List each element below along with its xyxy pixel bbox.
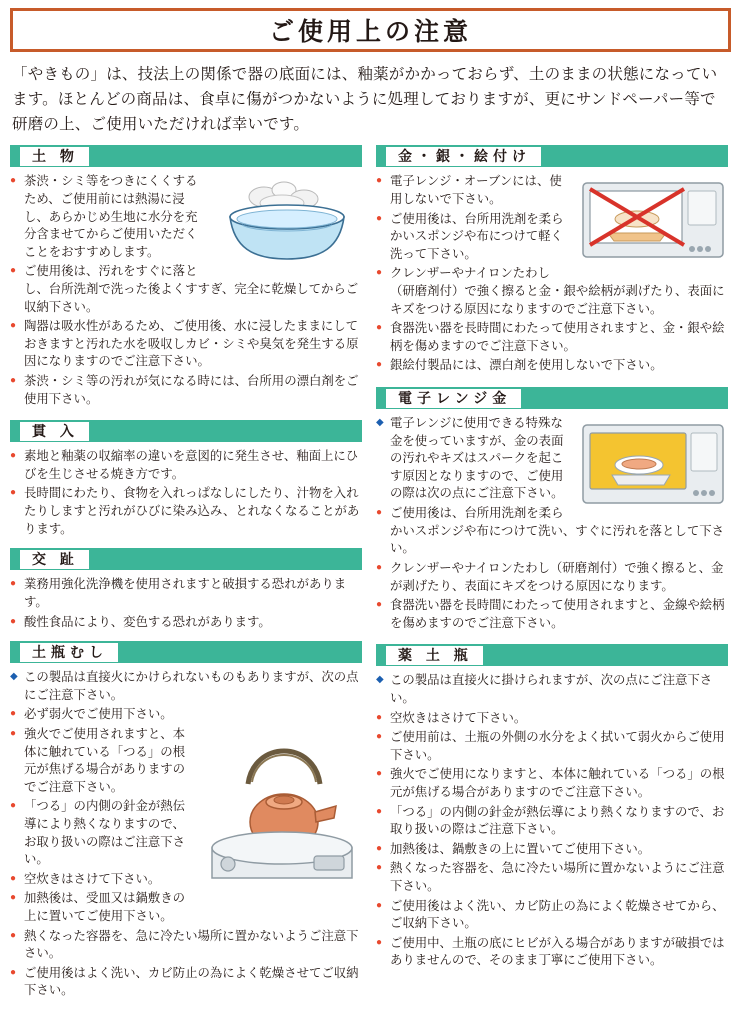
list-item — [10, 726, 362, 796]
list-item-text: 強火でご使用になりますと、本体に触れている「つる」の根元が焦げる場合がありますのでご注意下さい。 — [390, 767, 725, 799]
bullet-dot-icon: ● — [376, 175, 383, 187]
list-item-text: 銀絵付製品には、漂白剤を使用しないで下さい。 — [390, 358, 663, 373]
bullet-dot-icon: ● — [376, 212, 383, 224]
bullet-dot-icon: ● — [10, 615, 17, 627]
bullet-dot-icon: ● — [10, 929, 17, 941]
dobin-mushi-body — [10, 669, 362, 1002]
kin-gin-body — [376, 173, 728, 377]
list-item-text: 「つる」の内側の針金が熱伝導により熱くなりますので、お取り扱いの際はご注意下さい。 — [390, 804, 725, 837]
bullet-dot-icon: ● — [10, 578, 17, 590]
bullet-dot-icon: ● — [376, 768, 383, 780]
renji-kin-body — [376, 415, 728, 634]
bullet-diamond-icon: ◆ — [376, 674, 384, 686]
list-item — [376, 597, 728, 632]
list-item-text: 空炊きはさけて下さい。 — [24, 871, 161, 886]
list-item-text: 素地と釉薬の収縮率の違いを意図的に発生させ、釉面上にひびを生じさせる焼き方です。 — [24, 449, 359, 481]
list-item-text: 電子レンジに使用できる特殊な金を使っていますが、金の表面の汚れやキズはスパークを起こす原因となりますので、ご使用の際は次の点にご注意下さい。 — [390, 416, 564, 501]
bullet-dot-icon: ● — [376, 842, 383, 854]
intro-paragraph: 「やきもの」は、技法上の関係で器の底面には、釉薬がかかっておらず、土のままの状態になっています。ほとんどの商品は、食卓に傷がつかないように処理しておりますが、更にサンドペーパー等で研磨の上、ご使用いただければ幸いです。 — [12, 66, 718, 134]
list-item-text: 食器洗い器を長時間にわたって使用されますと、金線や絵柄を傷めますのでご注意下さい。 — [390, 598, 725, 630]
list-item — [10, 928, 362, 963]
list-item — [10, 706, 362, 724]
list-item — [10, 173, 362, 261]
section-title: 電子レンジ金 — [386, 389, 521, 408]
list-item — [376, 173, 728, 208]
list-item-text: 長時間にわたり、食物を入れっぱなしにしたり、汁物を入れたりしますと汚れがひびに染み込み、とれなくなることがあります。 — [24, 486, 360, 536]
list-item — [376, 357, 728, 375]
section-header-kannyu — [10, 420, 362, 442]
list-item — [376, 415, 728, 503]
left-column — [10, 145, 362, 1002]
list-item — [376, 766, 728, 801]
list-item — [10, 798, 362, 868]
list-item — [10, 373, 362, 408]
bullet-dot-icon: ● — [376, 862, 383, 874]
list-item-text: ご使用後は、台所用洗剤を柔らかいスポンジや布につけて洗い、すぐに汚れを落として下さい。 — [390, 506, 724, 556]
section-title: 貫 入 — [20, 422, 89, 441]
dobin-mushi-list — [10, 706, 362, 1000]
bullet-dot-icon: ● — [376, 711, 383, 723]
section-title: 土瓶むし — [20, 643, 118, 662]
list-item-text: 電子レンジ・オーブンには、使用しないで下さい。 — [390, 174, 562, 206]
list-item-text: 強火でご使用されますと、本体に触れている「つる」の根元が焦げる場合がありますのでご注意下さい。 — [24, 726, 186, 794]
list-item — [376, 804, 728, 839]
list-item — [10, 965, 362, 1000]
bullet-dot-icon: ● — [10, 892, 17, 904]
list-item-text: 業務用強化洗浄機を使用されますと破損する恐れがあります。 — [24, 577, 347, 609]
bullet-dot-icon: ● — [10, 450, 17, 462]
bullet-diamond-icon: ◆ — [10, 671, 18, 683]
kin-gin-list — [376, 173, 728, 375]
yaku-dobin-list — [376, 672, 728, 970]
list-item — [10, 263, 362, 316]
list-item — [376, 265, 728, 318]
right-column — [376, 145, 728, 1002]
bullet-dot-icon: ● — [376, 322, 383, 334]
list-item-text: 茶渋・シミ等の汚れが気になる時には、台所用の漂白剤をご使用下さい。 — [24, 374, 359, 406]
list-item-text: この製品は直接火にかけられないものもありますが、次の点にご注意下さい。 — [24, 670, 359, 702]
list-item — [376, 710, 728, 728]
dobin-mushi-list-top — [10, 669, 362, 704]
section-title: 薬 土 瓶 — [386, 646, 483, 665]
bullet-dot-icon: ● — [376, 599, 383, 611]
bullet-dot-icon: ● — [10, 320, 17, 332]
list-item-text: ご使用中、土瓶の底にヒビが入る場合がありますが破損ではありませんので、そのまま丁寧にご使用下さい。 — [390, 935, 725, 968]
page-title: ご使用上の注意 — [268, 18, 472, 46]
bullet-dot-icon: ● — [376, 359, 383, 371]
list-item-text: ご使用後はよく洗い、カビ防止の為によく乾燥させてから、ご収納下さい。 — [390, 898, 725, 931]
list-item-text: 必ず弱火でご使用下さい。 — [24, 707, 173, 722]
list-item-text: 空炊きはさけて下さい。 — [390, 710, 527, 725]
list-item-text: 陶器は吸水性があるため、ご使用後、水に浸したままにしておきますと汚れた水を吸収しカビ・シミや臭気を発生する原因になりますのでご注意下さい。 — [24, 319, 359, 369]
list-item — [10, 871, 362, 889]
bullet-dot-icon: ● — [376, 507, 383, 519]
section-title: 交 趾 — [20, 550, 89, 569]
bullet-dot-icon: ● — [10, 708, 17, 720]
bullet-dot-icon: ● — [10, 727, 17, 739]
section-header-kin-gin — [376, 145, 728, 167]
list-item-text: 酸性食品により、変色する恐れがあります。 — [24, 614, 271, 629]
list-item — [376, 505, 728, 558]
bullet-dot-icon: ● — [10, 872, 17, 884]
section-header-renji-kin — [376, 387, 728, 409]
list-item-text: ご使用後は、台所用洗剤を柔らかいスポンジや布につけて軽く洗って下さい。 — [390, 211, 564, 261]
page-title-bar — [10, 8, 731, 52]
list-item-text: ご使用後はよく洗い、カビ防止の為によく乾燥させてご収納下さい。 — [24, 965, 359, 998]
section-title: 土 物 — [20, 147, 89, 166]
list-item — [376, 841, 728, 859]
bullet-dot-icon: ● — [376, 936, 383, 948]
list-item-text: 食器洗い器を長時間にわたって使用されますと、金・銀や絵柄を傷めますのでご注意下さい。 — [390, 321, 725, 353]
bullet-dot-icon: ● — [376, 899, 383, 911]
list-item-text: 熱くなった容器を、急に冷たい場所に置かないようにご注意下さい。 — [390, 861, 725, 894]
section-header-kouchi — [10, 548, 362, 570]
list-item — [10, 448, 362, 483]
bullet-dot-icon: ● — [376, 805, 383, 817]
kannyu-list — [10, 448, 362, 538]
tsuchimono-list — [10, 173, 362, 408]
list-item-text: 茶渋・シミ等をつきにくくするため、ご使用前には熱湯に浸し、あらかじめ生地に水分を充分含ませてからご使用いただくことをおすすめします。 — [24, 174, 198, 259]
renji-kin-list — [376, 415, 728, 632]
section-header-yaku-dobin — [376, 644, 728, 666]
bullet-diamond-icon: ◆ — [376, 417, 384, 429]
section-title: 金・銀・絵付け — [386, 147, 541, 166]
list-item-text: 加熱後は、受皿又は鍋敷きの上に置いてご使用下さい。 — [24, 891, 186, 924]
list-item — [10, 318, 362, 371]
list-item-text: ご使用前は、土瓶の外側の水分をよく拭いて弱火からご使用下さい。 — [390, 730, 725, 762]
list-item-text: クレンザーやナイロンたわし（研磨剤付）で強く擦ると金・銀や絵柄が剥げたり、表面にキズをつける原因になりますのでご注意下さい。 — [390, 266, 725, 316]
bullet-dot-icon: ● — [10, 966, 17, 978]
list-item — [10, 576, 362, 611]
bullet-dot-icon: ● — [376, 267, 383, 279]
list-item — [376, 672, 728, 707]
list-item — [376, 935, 728, 970]
list-item-text: 加熱後は、鍋敷きの上に置いてご使用下さい。 — [390, 841, 651, 856]
list-item — [376, 320, 728, 355]
list-item-text: この製品は直接火に掛けられますが、次の点にご注意下さい。 — [390, 673, 713, 705]
content-columns — [8, 145, 733, 1002]
bullet-dot-icon: ● — [10, 375, 17, 387]
list-item-text: ご使用後は、汚れをすぐに落とし、台所洗剤で洗った後よくすすぎ、完全に乾燥してからご収納下さい。 — [24, 264, 359, 314]
list-item — [376, 860, 728, 895]
bullet-dot-icon: ● — [10, 487, 17, 499]
list-item — [10, 485, 362, 538]
list-item — [10, 669, 362, 704]
list-item-text: 「つる」の内側の針金が熱伝導により熱くなりますので、お取り扱いの際はご注意下さい。 — [24, 799, 186, 867]
list-item — [376, 898, 728, 933]
list-item — [10, 614, 362, 632]
section-header-dobin-mushi — [10, 641, 362, 663]
bullet-dot-icon: ● — [10, 800, 17, 812]
list-item-text: 熱くなった容器を、急に冷たい場所に置かないようご注意下さい。 — [24, 928, 359, 961]
bullet-dot-icon: ● — [10, 175, 17, 187]
section-header-tsuchimono — [10, 145, 362, 167]
list-item — [376, 211, 728, 264]
tsuchimono-body — [10, 173, 362, 410]
bullet-dot-icon: ● — [376, 561, 383, 573]
list-item — [376, 729, 728, 764]
bullet-dot-icon: ● — [10, 265, 17, 277]
kouchi-list — [10, 576, 362, 631]
list-item — [10, 890, 362, 925]
bullet-dot-icon: ● — [376, 731, 383, 743]
list-item — [376, 560, 728, 595]
list-item-text: クレンザーやナイロンたわし（研磨剤付）で強く擦ると、金が剥げたり、表面にキズをつける原因になります。 — [390, 560, 724, 593]
